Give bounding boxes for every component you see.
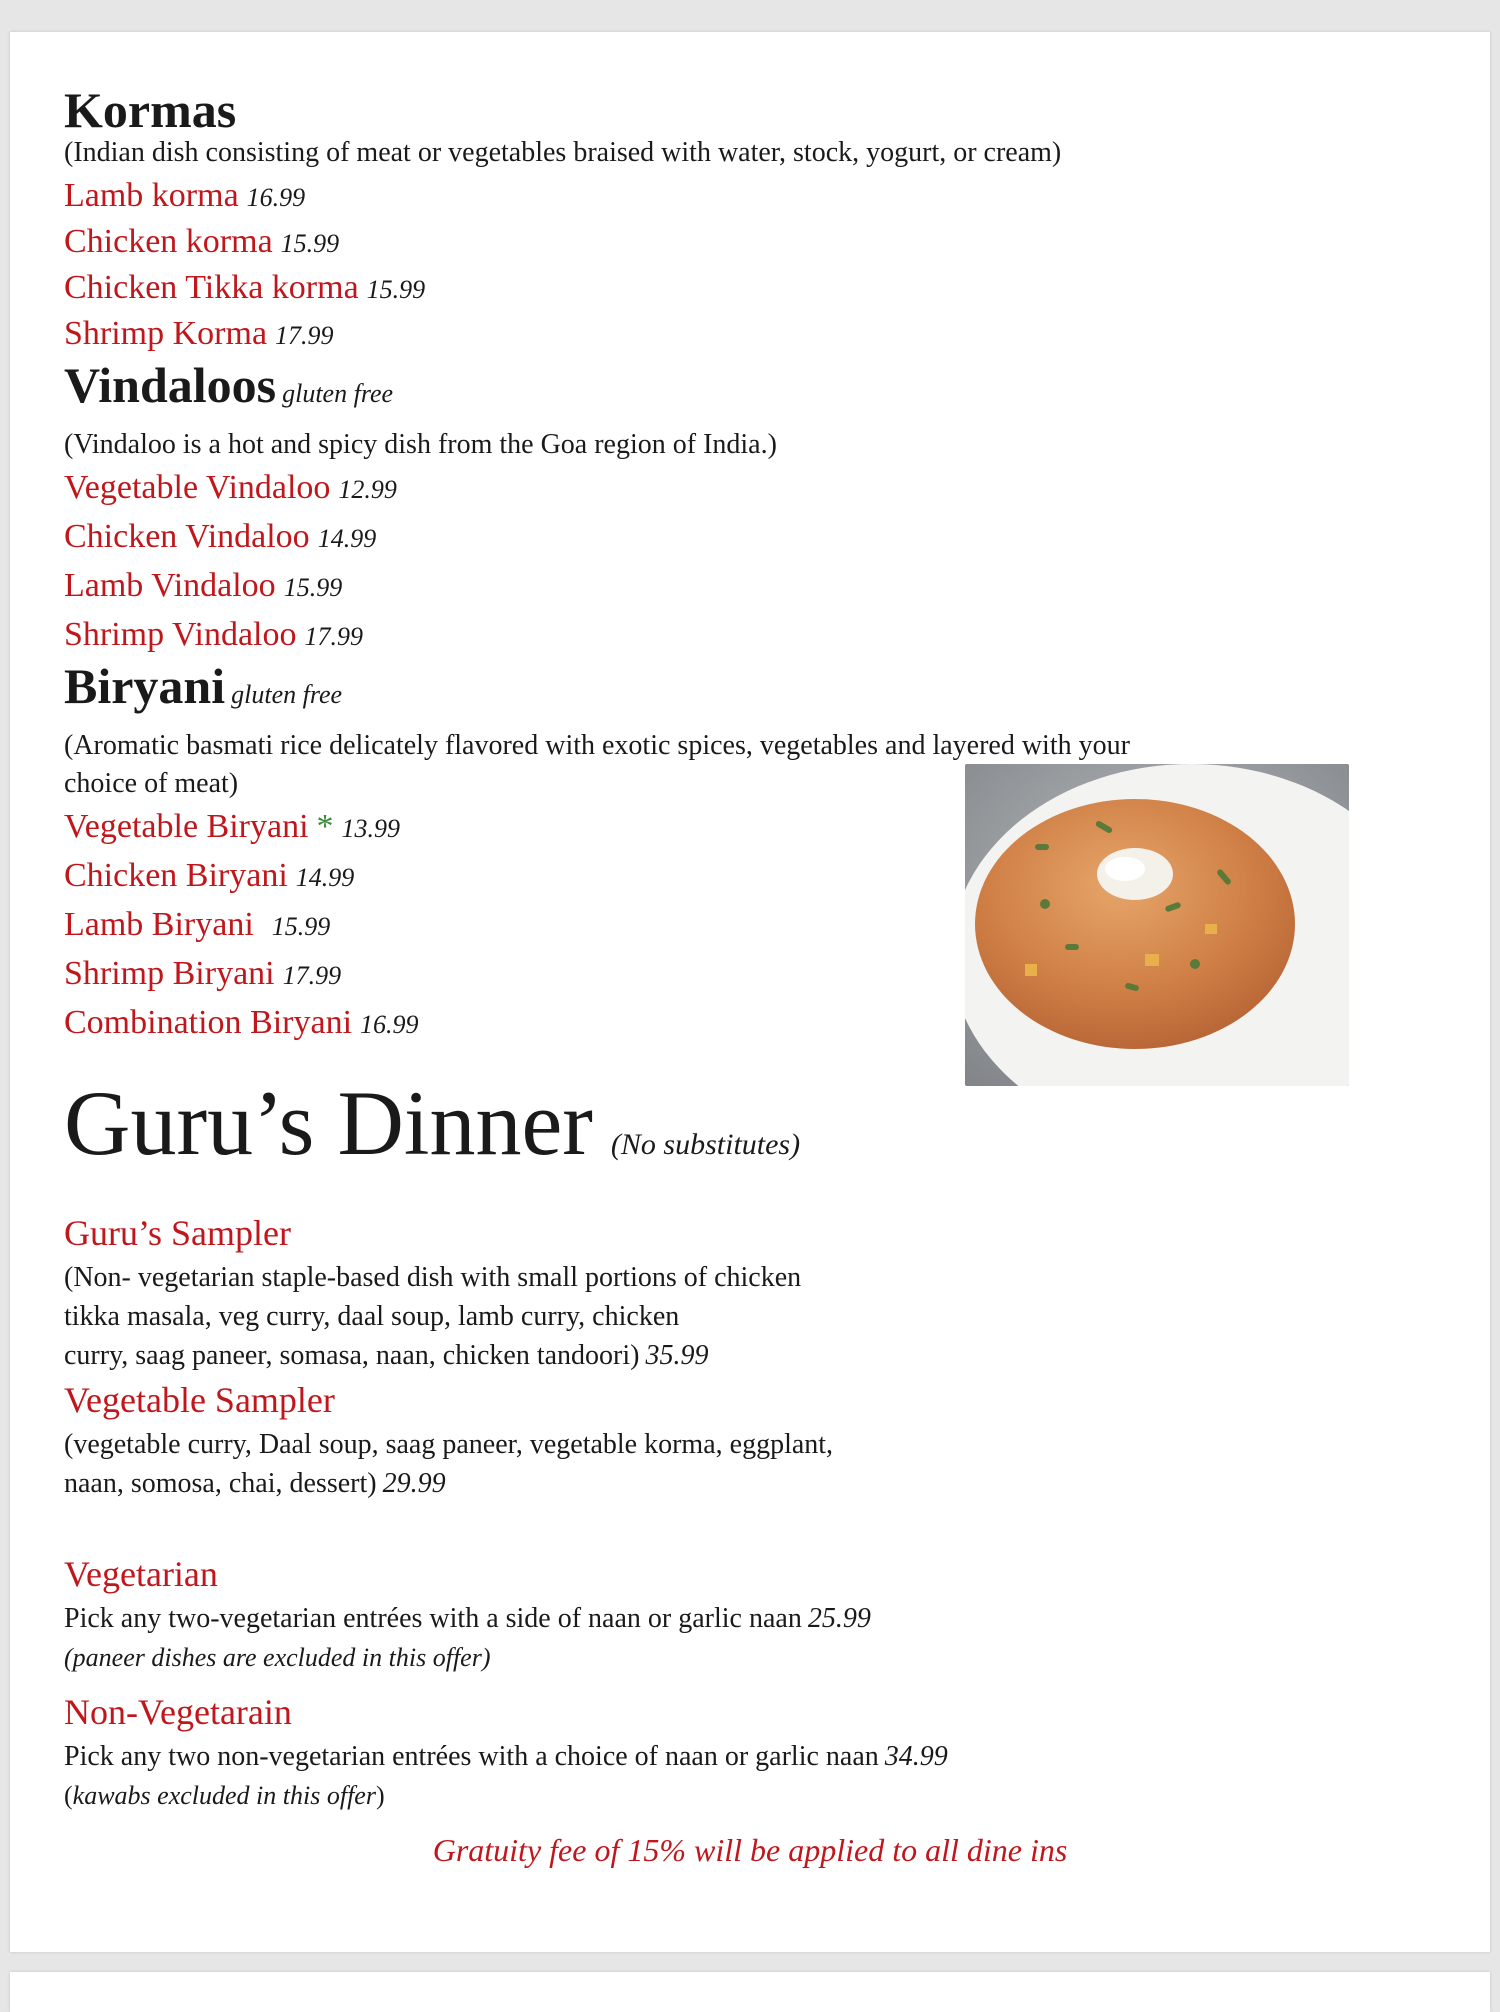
kormas-description: (Indian dish consisting of meat or vegetables braised with water, stock, yogurt, or cream) (64, 137, 1062, 168)
item-price: 15.99 (366, 275, 426, 304)
desc-line: Pick any two non-vegetarian entrées with a choice of naan or garlic naan (64, 1741, 879, 1772)
gurus-dinner-title: Guru’s Dinner (64, 1072, 593, 1174)
item-price: 35.99 (645, 1340, 709, 1371)
paren-open: ( (64, 1781, 73, 1810)
non-vegetarian-offer-description (64, 1737, 1464, 1815)
menu-item (64, 172, 1464, 221)
biryani-photo (965, 764, 1349, 1086)
desc-line: (vegetable curry, Daal soup, saag paneer, vegetable korma, eggplant, (64, 1429, 834, 1460)
item-name: Vegetable Vindaloo (64, 469, 331, 506)
item-name: Chicken Biryani (64, 857, 288, 894)
desc-line-with-price (64, 1464, 1464, 1503)
gluten-free-note: gluten free (231, 680, 343, 709)
gurus-sampler-description (64, 1258, 1464, 1375)
item-name: Chicken korma (64, 223, 273, 260)
item-name: Chicken Tikka korma (64, 269, 359, 306)
desc-line: curry, saag paneer, somasa, naan, chicken tandoori) (64, 1340, 640, 1371)
desc-line: (Non- vegetarian staple-based dish with small portions of chicken (64, 1262, 802, 1293)
vegetarian-offer-description (64, 1599, 1464, 1677)
biryani-desc-line: (Aromatic basmati rice delicately flavored with exotic spices, vegetables and layered with your (64, 730, 1130, 761)
item-price: 16.99 (360, 1010, 419, 1039)
gratuity-notice: Gratuity fee of 15% will be applied to all dine ins (432, 1832, 1068, 1868)
kormas-heading: Kormas (64, 82, 237, 138)
item-name: Lamb korma (64, 177, 239, 214)
biryani-heading (64, 656, 1464, 725)
biryani-desc-line: choice of meat) (64, 768, 239, 799)
item-name: Shrimp Biryani (64, 955, 275, 992)
menu-item (64, 513, 1464, 562)
vindaloos-title: Vindaloos (64, 357, 277, 413)
vegetarian-offer-name: Vegetarian (64, 1554, 218, 1594)
vindaloos-description: (Vindaloo is a hot and spicy dish from the Goa region of India.) (64, 429, 777, 460)
item-price: 34.99 (884, 1741, 948, 1772)
item-price: 15.99 (271, 912, 331, 941)
item-price: 17.99 (304, 622, 364, 651)
item-name: Vegetable Biryani (64, 808, 309, 845)
vindaloos-heading (64, 355, 1464, 424)
item-price: 15.99 (283, 573, 343, 602)
item-price: 25.99 (807, 1603, 871, 1634)
item-price: 13.99 (341, 814, 401, 843)
gluten-free-note: gluten free (282, 379, 394, 408)
vegetable-sampler-name: Vegetable Sampler (64, 1380, 335, 1420)
no-substitutes-note: (No substitutes) (610, 1128, 801, 1161)
item-price: 16.99 (246, 183, 306, 212)
item-name: Shrimp Vindaloo (64, 616, 297, 653)
desc-line-with-price (64, 1336, 1464, 1375)
item-name: Lamb Vindaloo (64, 567, 276, 604)
item-name: Shrimp Korma (64, 315, 268, 352)
item-price: 12.99 (338, 475, 397, 504)
item-name: Combination Biryani (64, 1004, 353, 1041)
exclusion-note (64, 1776, 1464, 1815)
exclusion-note-text: kawabs excluded in this offer (72, 1781, 376, 1810)
desc-line: naan, somosa, chai, dessert) (64, 1468, 377, 1499)
item-name: Lamb Biryani (64, 906, 254, 943)
paren-close: ) (375, 1781, 385, 1810)
menu-page (10, 32, 1490, 1952)
desc-line: tikka masala, veg curry, daal soup, lamb curry, chicken (64, 1301, 680, 1332)
menu-item (64, 562, 1464, 611)
item-price: 15.99 (280, 229, 340, 258)
next-page-edge (10, 1972, 1490, 2012)
gurus-dinner-heading (64, 1068, 1464, 1200)
desc-line-with-price (64, 1737, 1464, 1776)
menu-item (64, 611, 1464, 660)
desc-line-with-price (64, 1599, 1464, 1638)
item-price: 17.99 (282, 961, 342, 990)
item-price: 14.99 (317, 524, 377, 553)
non-vegetarian-offer-name: Non-Vegetarain (64, 1692, 292, 1732)
item-price: 17.99 (275, 321, 334, 350)
exclusion-note: (paneer dishes are excluded in this offer) (64, 1643, 491, 1672)
menu-item (64, 218, 1464, 267)
biryani-title: Biryani (64, 658, 226, 714)
menu-item (64, 310, 1464, 359)
desc-line: Pick any two-vegetarian entrées with a side of naan or garlic naan (64, 1603, 802, 1634)
item-price: 14.99 (295, 863, 355, 892)
star-icon: * (316, 808, 334, 845)
menu-item (64, 464, 1464, 513)
gurus-sampler-name: Guru’s Sampler (64, 1213, 291, 1253)
item-name: Chicken Vindaloo (64, 518, 310, 555)
menu-item (64, 264, 1464, 313)
item-price: 29.99 (382, 1468, 446, 1499)
vegetable-sampler-description (64, 1425, 1464, 1503)
